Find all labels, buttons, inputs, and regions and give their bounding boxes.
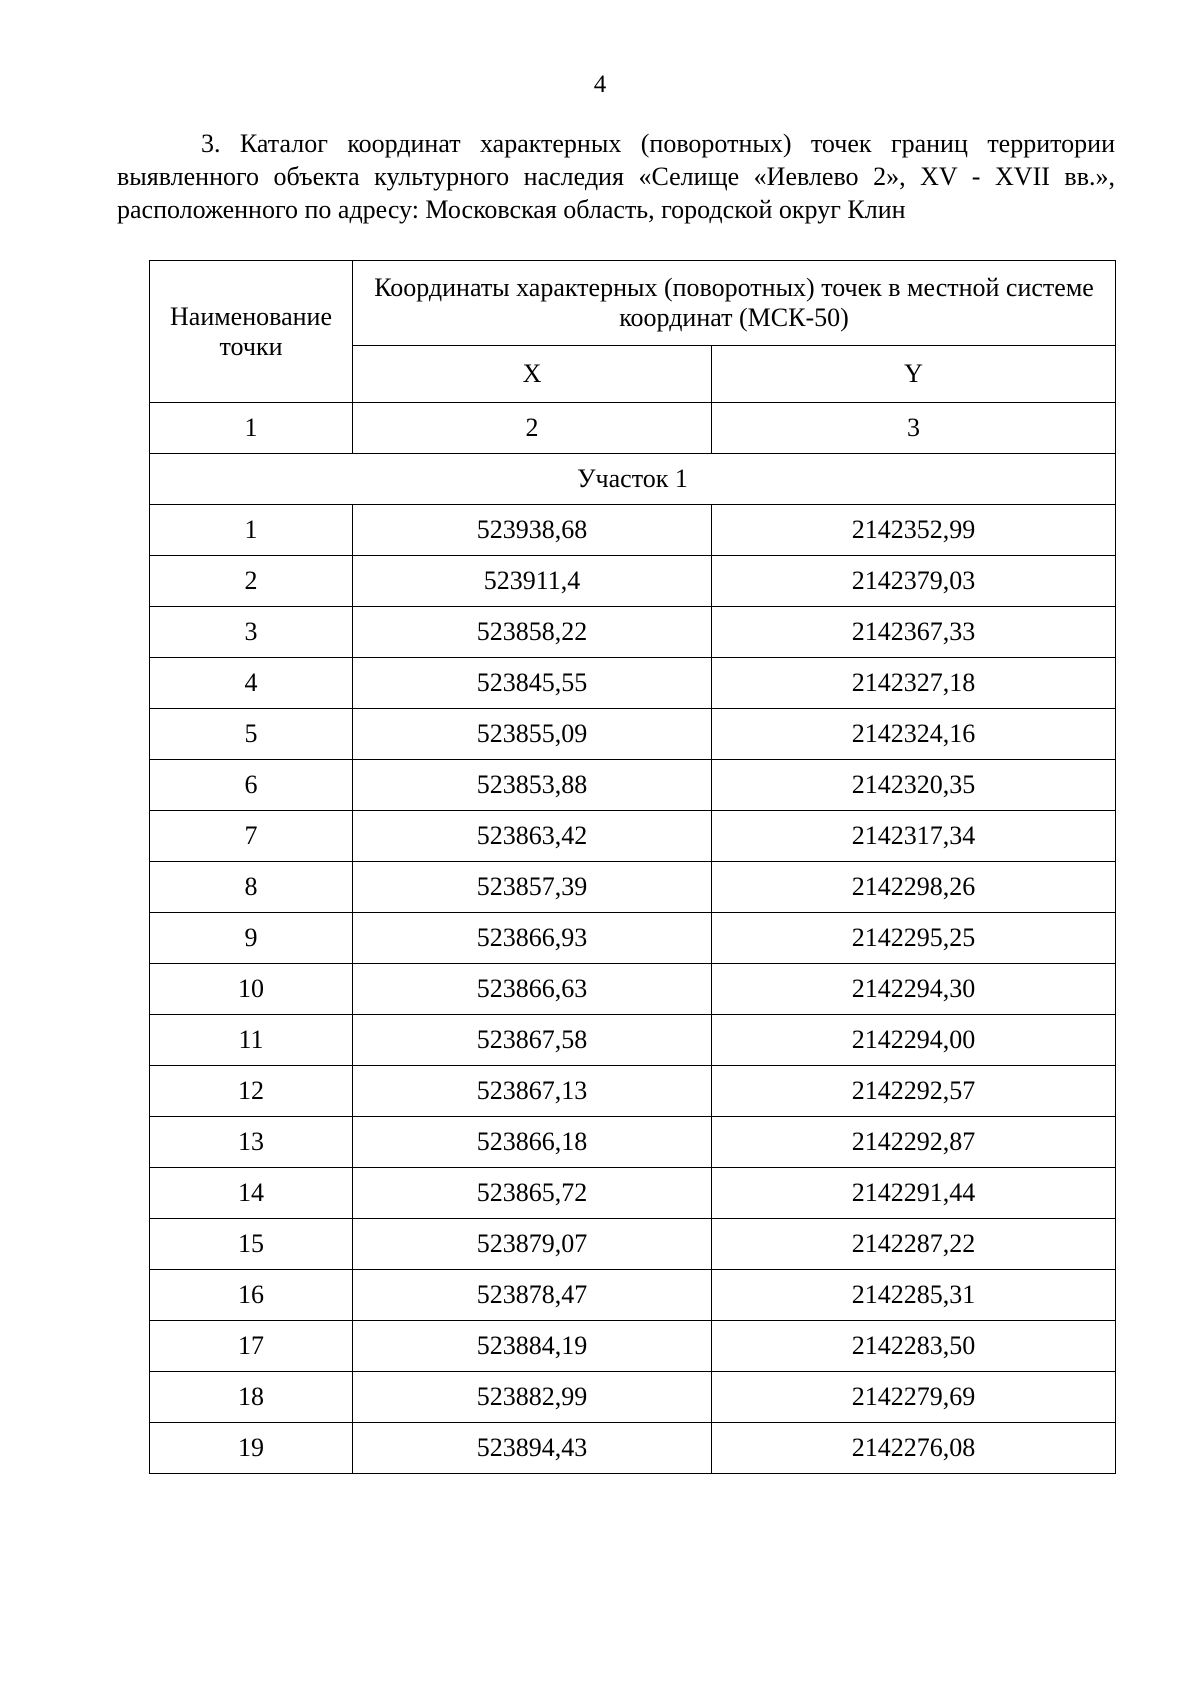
table-row	[150, 1270, 1116, 1321]
section-heading: 3. Каталог координат характерных (поворотных) точек границ территории выявленного объекта культурного наследия «Селище «Иевлево 2», XV - XVII вв.», расположенного по адресу: Московская область, городской округ Клин	[117, 129, 1115, 224]
point-number-cell: 10	[150, 964, 353, 1015]
x-coordinate-cell: 523857,39	[353, 862, 712, 913]
y-coordinate-cell: 2142295,25	[712, 913, 1116, 964]
y-coordinate-cell: 2142317,34	[712, 811, 1116, 862]
table-row	[150, 964, 1116, 1015]
header-x: X	[353, 346, 712, 403]
point-number-cell: 1	[150, 505, 353, 556]
point-number-cell: 19	[150, 1423, 353, 1474]
y-coordinate-cell: 2142291,44	[712, 1168, 1116, 1219]
table-row	[150, 1372, 1116, 1423]
table-row	[150, 1066, 1116, 1117]
x-coordinate-cell: 523879,07	[353, 1219, 712, 1270]
point-number-cell: 7	[150, 811, 353, 862]
table-row	[150, 811, 1116, 862]
point-number-cell: 11	[150, 1015, 353, 1066]
x-coordinate-cell: 523866,63	[353, 964, 712, 1015]
x-coordinate-cell: 523845,55	[353, 658, 712, 709]
table-row	[150, 1423, 1116, 1474]
y-coordinate-cell: 2142327,18	[712, 658, 1116, 709]
point-number-cell: 17	[150, 1321, 353, 1372]
x-coordinate-cell: 523866,18	[353, 1117, 712, 1168]
column-number: 2	[353, 403, 712, 454]
x-coordinate-cell: 523858,22	[353, 607, 712, 658]
x-coordinate-cell: 523938,68	[353, 505, 712, 556]
table-header-row	[150, 261, 1116, 346]
point-number-cell: 4	[150, 658, 353, 709]
page-number: 4	[593, 71, 607, 98]
x-coordinate-cell: 523865,72	[353, 1168, 712, 1219]
point-number-cell: 6	[150, 760, 353, 811]
table-row	[150, 760, 1116, 811]
point-number-cell: 2	[150, 556, 353, 607]
header-coordinates-title: Координаты характерных (поворотных) точек в местной системе координат (МСК-50)	[353, 261, 1116, 346]
x-coordinate-cell: 523866,93	[353, 913, 712, 964]
point-number-cell: 15	[150, 1219, 353, 1270]
y-coordinate-cell: 2142324,16	[712, 709, 1116, 760]
table-row	[150, 1219, 1116, 1270]
table-row	[150, 1015, 1116, 1066]
table-row	[150, 709, 1116, 760]
y-coordinate-cell: 2142320,35	[712, 760, 1116, 811]
y-coordinate-cell: 2142294,30	[712, 964, 1116, 1015]
y-coordinate-cell: 2142352,99	[712, 505, 1116, 556]
table-body	[150, 261, 1116, 1474]
x-coordinate-cell: 523853,88	[353, 760, 712, 811]
point-number-cell: 9	[150, 913, 353, 964]
y-coordinate-cell: 2142294,00	[712, 1015, 1116, 1066]
header-point-name: Наименование точки	[150, 261, 353, 403]
point-number-cell: 5	[150, 709, 353, 760]
table-row	[150, 1168, 1116, 1219]
x-coordinate-cell: 523863,42	[353, 811, 712, 862]
table-row	[150, 556, 1116, 607]
y-coordinate-cell: 2142279,69	[712, 1372, 1116, 1423]
column-number: 1	[150, 403, 353, 454]
point-number-cell: 16	[150, 1270, 353, 1321]
y-coordinate-cell: 2142367,33	[712, 607, 1116, 658]
column-numbers-row	[150, 403, 1116, 454]
table-row	[150, 862, 1116, 913]
y-coordinate-cell: 2142276,08	[712, 1423, 1116, 1474]
section-row	[150, 454, 1116, 505]
x-coordinate-cell: 523867,58	[353, 1015, 712, 1066]
x-coordinate-cell: 523882,99	[353, 1372, 712, 1423]
table-row	[150, 1321, 1116, 1372]
header-y: Y	[712, 346, 1116, 403]
y-coordinate-cell: 2142379,03	[712, 556, 1116, 607]
point-number-cell: 12	[150, 1066, 353, 1117]
table-row	[150, 607, 1116, 658]
point-number-cell: 13	[150, 1117, 353, 1168]
y-coordinate-cell: 2142292,87	[712, 1117, 1116, 1168]
y-coordinate-cell: 2142287,22	[712, 1219, 1116, 1270]
x-coordinate-cell: 523911,4	[353, 556, 712, 607]
y-coordinate-cell: 2142285,31	[712, 1270, 1116, 1321]
x-coordinate-cell: 523878,47	[353, 1270, 712, 1321]
x-coordinate-cell: 523894,43	[353, 1423, 712, 1474]
y-coordinate-cell: 2142298,26	[712, 862, 1116, 913]
x-coordinate-cell: 523867,13	[353, 1066, 712, 1117]
point-number-cell: 8	[150, 862, 353, 913]
table-row	[150, 913, 1116, 964]
point-number-cell: 14	[150, 1168, 353, 1219]
table-row	[150, 505, 1116, 556]
y-coordinate-cell: 2142283,50	[712, 1321, 1116, 1372]
x-coordinate-cell: 523855,09	[353, 709, 712, 760]
table-row	[150, 658, 1116, 709]
section-label: Участок 1	[150, 454, 1116, 505]
y-coordinate-cell: 2142292,57	[712, 1066, 1116, 1117]
table-row	[150, 1117, 1116, 1168]
point-number-cell: 18	[150, 1372, 353, 1423]
column-number: 3	[712, 403, 1116, 454]
point-number-cell: 3	[150, 607, 353, 658]
x-coordinate-cell: 523884,19	[353, 1321, 712, 1372]
coordinates-table	[149, 260, 1116, 1474]
